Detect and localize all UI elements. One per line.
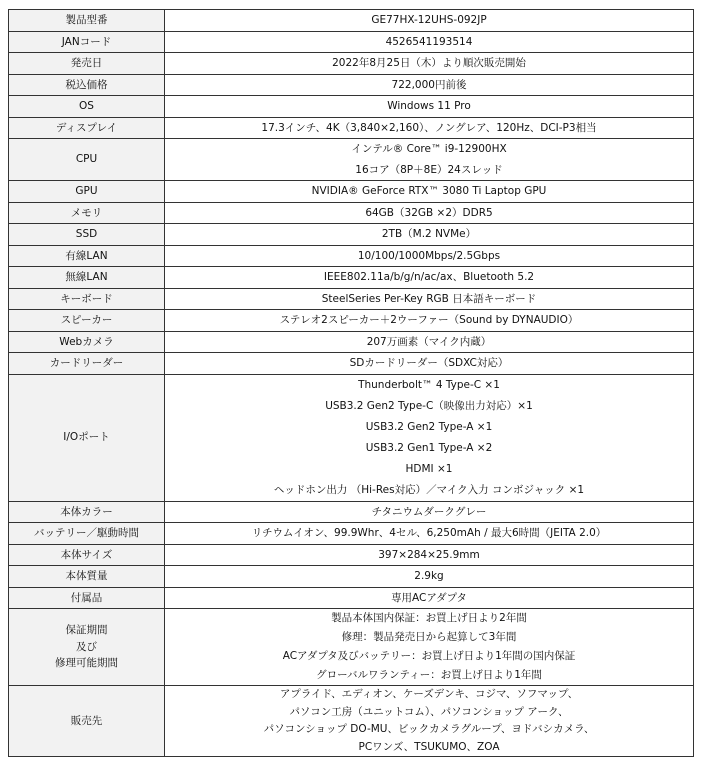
cpu-line: インテル® Core™ i9-12900HX — [351, 143, 507, 155]
spec-value-size: 397×284×25.9mm — [165, 544, 694, 566]
table-row — [9, 566, 694, 588]
spec-value-weight: 2.9kg — [165, 566, 694, 588]
spec-value-battery: リチウムイオン、99.9Whr、4セル、6,250mAh / 最大6時間（JEITA 2.0） — [165, 523, 694, 545]
spec-value-model: GE77HX-12UHS-092JP — [165, 10, 694, 32]
spec-value-keyboard: SteelSeries Per-Key RGB 日本語キーボード — [165, 288, 694, 310]
spec-value-memory: 64GB（32GB ×2）DDR5 — [165, 202, 694, 224]
warranty-line: 修理：製品発売日から起算して3年間 — [341, 631, 517, 643]
retailer-line: PCワンズ、TSUKUMO、ZOA — [358, 740, 500, 753]
table-row — [9, 587, 694, 609]
warranty-line: ACアダプタ及びバッテリー：お買上げ日より1年間の国内保証 — [282, 650, 576, 662]
retailer-line: アプライド、エディオン、ケーズデンキ、コジマ、ソフマップ、 — [279, 688, 579, 700]
table-row — [9, 374, 694, 501]
spec-label-speaker: スピーカー — [9, 310, 165, 332]
warranty-line: 製品本体国内保証：お買上げ日より2年間 — [331, 612, 527, 624]
spec-label-wireless-lan: 無線LAN — [9, 267, 165, 289]
spec-label-retailers: 販売先 — [9, 686, 165, 757]
spec-label-card-reader: カードリーダー — [9, 353, 165, 375]
spec-label-gpu: GPU — [9, 181, 165, 203]
table-row — [9, 331, 694, 353]
spec-label-size: 本体サイズ — [9, 544, 165, 566]
spec-label-memory: メモリ — [9, 202, 165, 224]
spec-value-price: 722,000円前後 — [165, 74, 694, 96]
table-row — [9, 224, 694, 246]
spec-value-jan: 4526541193514 — [165, 31, 694, 53]
io-port-line: USB3.2 Gen2 Type-C（映像出力対応）×1 — [325, 399, 533, 412]
table-row — [9, 501, 694, 523]
spec-label-os: OS — [9, 96, 165, 118]
warranty-label-line: 及び — [76, 640, 97, 653]
spec-label-cpu: CPU — [9, 139, 165, 181]
table-row — [9, 74, 694, 96]
table-row — [9, 609, 694, 686]
table-row — [9, 310, 694, 332]
spec-label-release-date: 発売日 — [9, 53, 165, 75]
table-row — [9, 53, 694, 75]
table-row — [9, 117, 694, 139]
spec-label-warranty — [9, 609, 165, 686]
spec-value-card-reader: SDカードリーダー（SDXC対応） — [165, 353, 694, 375]
spec-value-release-date: 2022年8月25日（木）より順次販売開始 — [165, 53, 694, 75]
spec-value-wireless-lan: IEEE802.11a/b/g/n/ac/ax、Bluetooth 5.2 — [165, 267, 694, 289]
cpu-line: 16コア（8P＋8E）24スレッド — [355, 163, 503, 176]
table-row — [9, 181, 694, 203]
spec-value-cpu — [165, 139, 694, 181]
io-port-line: ヘッドホン出力 （Hi-Res対応）／マイク入力 コンボジャック ×1 — [273, 483, 585, 496]
table-row — [9, 353, 694, 375]
spec-label-weight: 本体質量 — [9, 566, 165, 588]
spec-value-warranty — [165, 609, 694, 686]
table-row — [9, 139, 694, 181]
spec-value-accessories: 専用ACアダプタ — [165, 587, 694, 609]
io-port-line: HDMI ×1 — [405, 462, 453, 475]
spec-label-price: 税込価格 — [9, 74, 165, 96]
spec-value-ssd: 2TB（M.2 NVMe） — [165, 224, 694, 246]
spec-table — [8, 9, 694, 757]
spec-value-speaker: ステレオ2スピーカー＋2ウーファー（Sound by DYNAUDIO） — [165, 310, 694, 332]
table-row — [9, 31, 694, 53]
spec-label-wired-lan: 有線LAN — [9, 245, 165, 267]
retailer-line: パソコンショップ DO-MU、ビックカメラグループ、ヨドバシカメラ、 — [263, 723, 595, 735]
spec-value-color: チタニウムダークグレー — [165, 501, 694, 523]
spec-label-jan: JANコード — [9, 31, 165, 53]
table-row — [9, 245, 694, 267]
spec-label-ssd: SSD — [9, 224, 165, 246]
io-port-line: USB3.2 Gen2 Type-A ×1 — [365, 420, 493, 433]
spec-label-keyboard: キーボード — [9, 288, 165, 310]
spec-value-webcam: 207万画素（マイク内蔵） — [165, 331, 694, 353]
spec-value-wired-lan: 10/100/1000Mbps/2.5Gbps — [165, 245, 694, 267]
spec-label-color: 本体カラー — [9, 501, 165, 523]
table-row — [9, 544, 694, 566]
spec-value-retailers — [165, 686, 694, 757]
spec-label-model: 製品型番 — [9, 10, 165, 32]
retailer-line: パソコン工房（ユニットコム）、パソコンショップ アーク、 — [289, 705, 569, 718]
spec-label-battery: バッテリー／駆動時間 — [9, 523, 165, 545]
warranty-label-line: 修理可能期間 — [55, 657, 118, 670]
table-row — [9, 267, 694, 289]
spec-value-os: Windows 11 Pro — [165, 96, 694, 118]
table-row — [9, 202, 694, 224]
table-row — [9, 96, 694, 118]
warranty-line: グローバルワランティー：お買上げ日より1年間 — [316, 669, 542, 681]
spec-label-webcam: Webカメラ — [9, 331, 165, 353]
table-row — [9, 686, 694, 757]
spec-label-io-ports: I/Oポート — [9, 374, 165, 501]
table-row — [9, 523, 694, 545]
table-row — [9, 288, 694, 310]
warranty-label-line: 保証期間 — [65, 624, 108, 637]
spec-label-display: ディスプレイ — [9, 117, 165, 139]
io-port-line: Thunderbolt™ 4 Type-C ×1 — [358, 378, 500, 391]
spec-label-accessories: 付属品 — [9, 587, 165, 609]
table-row — [9, 10, 694, 32]
io-port-line: USB3.2 Gen1 Type-A ×2 — [365, 441, 493, 454]
spec-value-display: 17.3インチ、4K（3,840×2,160）、ノングレア、120Hz、DCI-P3相当 — [165, 117, 694, 139]
spec-value-io-ports — [165, 374, 694, 501]
spec-value-gpu: NVIDIA® GeForce RTX™ 3080 Ti Laptop GPU — [165, 181, 694, 203]
